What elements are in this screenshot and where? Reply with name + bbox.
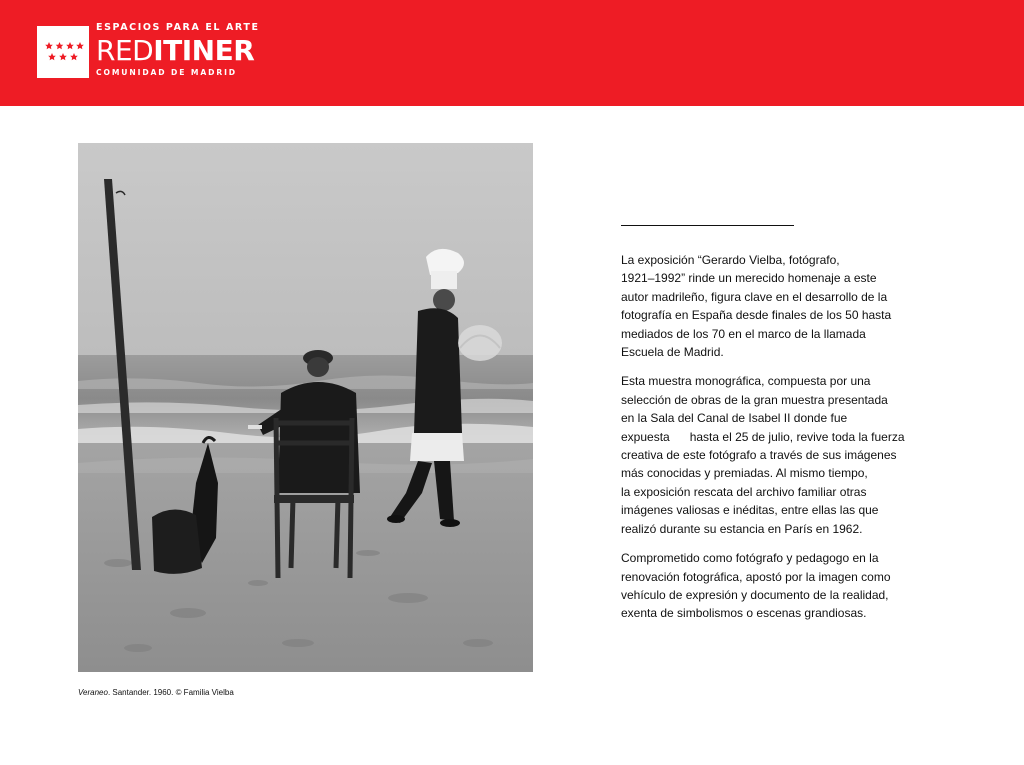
text-line: fotografía en España desde finales de los 50 hasta [621,308,892,323]
paragraph-legacy [621,549,931,623]
text-line: Comprometido como fotógrafo y pedagogo en la [621,551,879,566]
text-line: en la Sala del Canal de Isabel II donde fue [621,411,848,426]
brand-wordmark [96,22,260,77]
comunidad-madrid-logo [37,26,89,78]
paragraph-exhibit [621,372,931,538]
caption-details: . Santander. 1960. © Familia Vielba [107,688,234,697]
header-band [0,0,1024,106]
text-line: imágenes valiosas e inéditas, entre ellas las que [621,503,879,518]
text-line: vehículo de expresión y documento de la realidad, [621,587,889,602]
text-line: realizó durante su estancia en París en 1962. [621,521,863,536]
divider-rule [621,225,794,226]
caption-title: Veraneo [78,688,108,697]
text-line: mediados de los 70 en el marco de la llamada [621,326,866,341]
text-line: más conocidas y premiadas. Al mismo tiempo, [621,466,868,481]
exhibition-description [621,251,931,634]
seven-red-stars-icon [37,26,89,78]
beach-photograph [78,143,533,672]
brand-tagline: ESPACIOS PARA EL ARTE [96,22,260,33]
text-line: La exposición “Gerardo Vielba, fotógrafo, [621,253,840,267]
photo-caption [78,688,234,698]
paragraph-intro [621,251,931,361]
text-line: exenta de simbolismos o escenas grandiosas. [621,606,867,621]
text-line: selección de obras de la gran muestra presentada [621,392,888,407]
brand-name-itiner: ITINER [153,34,255,67]
text-line: Esta muestra monográfica, compuesta por una [621,374,871,389]
text-line: la exposición rescata del archivo familiar otras [621,484,867,499]
brand-name-red: RED [96,34,154,67]
text-line: autor madrileño, figura clave en el desarrollo de la [621,289,888,304]
text-line: renovación fotográfica, apostó por la imagen como [621,569,891,584]
text-line: expuesta hasta el 25 de julio, revive toda la fuerza [621,429,905,444]
brand-subtitle: COMUNIDAD DE MADRID [96,68,238,77]
text-line: 1921–1992” rinde un merecido homenaje a este [621,271,877,286]
text-line: creativa de este fotógrafo a través de sus imágenes [621,448,897,463]
brand-name [96,36,260,66]
text-line: Escuela de Madrid. [621,345,724,360]
